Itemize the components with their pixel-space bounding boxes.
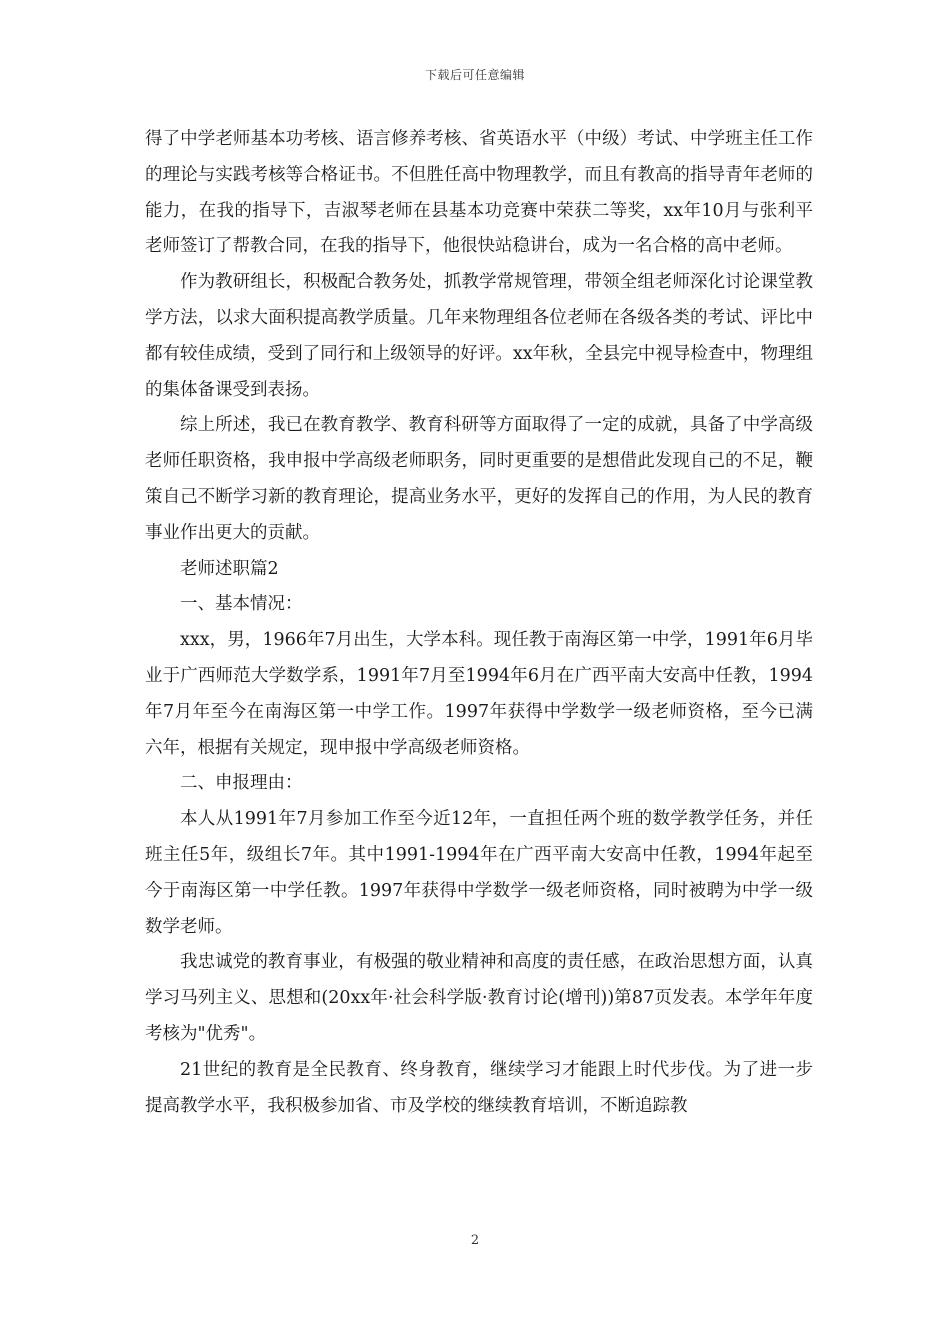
section-heading-reasons: 二、申报理由：: [180, 773, 303, 794]
section-title: 老师述职篇2: [180, 558, 279, 579]
page-number: 2: [470, 1233, 480, 1248]
document-body: [145, 122, 813, 1124]
paragraph-qualifications: 得了中学老师基本功考核、语言修养考核、省英语水平（中级）考试、中学班主任工作的理论与实践考核等合格证书。不但胜任高中物理教学，而且有教高的指导青年老师的能力，在我的指导下，吉淑琴老师在县基本功竞赛中荣获二等奖，xx年10月与张利平老师签订了帮教合同，在我的指导下，他很快站稳讲台，成为一名合格的高中老师。: [145, 129, 813, 257]
paragraph-continuing-education: 21世纪的教育是全民教育、终身教育，继续学习才能跟上时代步伐。为了进一步提高教学水平，我积极参加省、市及学校的继续教育培训，不断追踪教: [145, 1059, 813, 1116]
page-header-note: 下载后可任意编辑: [424, 68, 525, 82]
paragraph-summary: 综上所述，我已在教育教学、教育科研等方面取得了一定的成就，具备了中学高级老师任职资格，我申报中学高级老师职务，同时更重要的是想借此发现自己的不足，鞭策自己不断学习新的教育理论，提高业务水平，更好的发挥自己的作用，为人民的教育事业作出更大的贡献。: [145, 415, 813, 543]
paragraph-research-group: 作为教研组长，积极配合教务处，抓教学常规管理，带领全组老师深化讨论课堂教学方法，以求大面积提高教学质量。几年来物理组各位老师在各级各类的考试、评比中都有较佳成绩，受到了同行和上级领导的好评。xx年秋，全县完中视导检查中，物理组的集体备课受到表扬。: [145, 272, 813, 400]
paragraph-loyalty: 我忠诚党的教育事业，有极强的敬业精神和高度的责任感，在政治思想方面，认真学习马列主义、思想和(20xx年·社会科学版·教育讨论(增刊))第87页发表。本学年年度考核为"优秀"。: [145, 952, 813, 1044]
section-heading-basic-info: 一、基本情况：: [180, 594, 303, 615]
paragraph-work-history: 本人从1991年7月参加工作至今近12年，一直担任两个班的数学教学任务，并任班主任5年，级组长7年。其中1991-1994年在广西平南大安高中任教，1994年起至今于南海区第一中学任教。1997年获得中学数学一级老师资格，同时被聘为中学一级数学老师。: [145, 809, 813, 937]
paragraph-basic-info: xxx，男，1966年7月出生，大学本科。现任教于南海区第一中学，1991年6月毕业于广西师范大学数学系，1991年7月至1994年6月在广西平南大安高中任教，1994年7月年至今在南海区第一中学工作。1997年获得中学数学一级老师资格，至今已满六年，根据有关规定，现申报中学高级老师资格。: [145, 630, 813, 758]
